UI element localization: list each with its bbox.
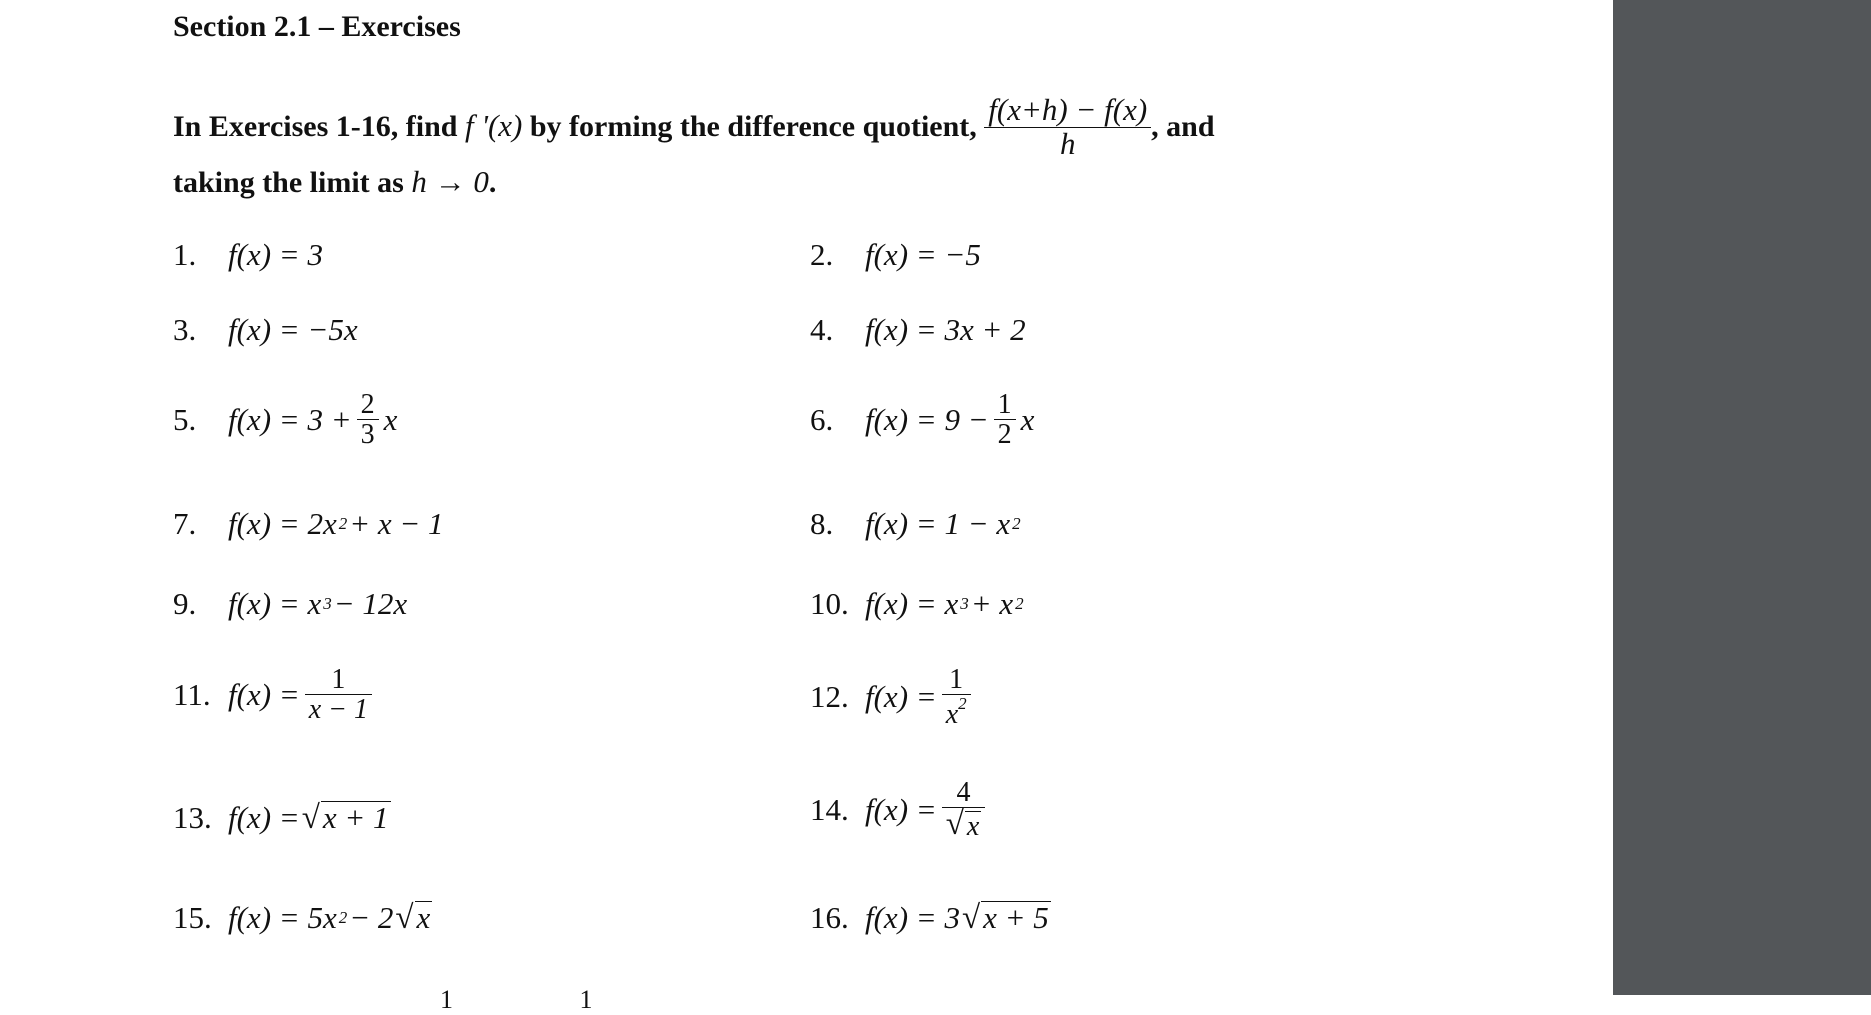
exercise-7 — [173, 506, 444, 542]
instruction-line-1 — [173, 92, 1215, 162]
exercise-expression: f(x) = −5 — [865, 237, 981, 272]
exercise-number: 12. — [810, 679, 849, 715]
exercise-number: 14. — [810, 791, 849, 827]
expression-part: + x — [970, 586, 1014, 621]
exercise-6 — [810, 390, 1034, 450]
exponent: 3 — [960, 594, 969, 613]
expression-rhs: x — [383, 401, 398, 437]
expression-part: f(x) = 1 − x — [865, 506, 1011, 541]
instruction-line-2 — [173, 164, 496, 200]
square-root — [946, 808, 982, 841]
exercise-5 — [173, 390, 397, 450]
quotient-numerator: f(x+h) − f(x) — [988, 92, 1148, 127]
expression-lhs: f(x) = — [865, 679, 937, 715]
fraction-numerator: 1 — [331, 664, 346, 695]
exercise-9 — [173, 586, 407, 622]
exercise-3 — [173, 312, 358, 348]
quotient-denominator: h — [984, 127, 1151, 161]
radical-sign: √ — [945, 806, 964, 843]
exercise-expression — [228, 390, 397, 450]
exercise-expression — [228, 665, 375, 725]
cutoff-text: 1 1 — [440, 985, 653, 1014]
exercise-number: 15. — [173, 900, 212, 935]
expression-lhs: f(x) = — [865, 791, 937, 827]
exercise-number: 7. — [173, 506, 197, 541]
fraction — [942, 665, 971, 730]
exercise-expression — [865, 665, 974, 730]
section-title: Section 2.1 – Exercises — [173, 10, 461, 43]
fraction-numerator: 1 — [997, 389, 1012, 420]
exercise-8 — [810, 506, 1021, 542]
exercise-expression: f(x) = 3 — [228, 237, 323, 272]
exercise-10 — [810, 586, 1024, 622]
exercise-1 — [173, 237, 323, 273]
radicand: x + 1 — [322, 800, 389, 836]
exercise-expression — [228, 900, 432, 936]
exercise-number: 9. — [173, 586, 197, 621]
exercise-14 — [810, 778, 988, 841]
expression-part: f(x) = x — [228, 586, 322, 621]
square-root — [302, 801, 391, 835]
exercise-11 — [173, 665, 375, 725]
square-root — [962, 901, 1051, 935]
square-root — [395, 901, 432, 935]
exercise-number: 16. — [810, 900, 849, 935]
fraction-numerator: 4 — [956, 777, 971, 808]
limit-expression: h → 0 — [411, 164, 489, 199]
expression-lhs: f(x) = 3 + — [228, 401, 352, 437]
exponent: 2 — [1012, 514, 1021, 533]
exercise-expression: f(x) = −5x — [228, 312, 358, 347]
exercise-number: 13. — [173, 800, 212, 835]
expression-lhs: f(x) = 3 — [865, 900, 960, 935]
viewer-background-panel — [1613, 0, 1871, 995]
fraction — [357, 390, 379, 450]
exercise-expression — [228, 586, 407, 622]
radicand: x — [416, 900, 431, 936]
exercise-number: 6. — [810, 401, 834, 437]
exercise-4 — [810, 312, 1026, 348]
exercise-number: 8. — [810, 506, 834, 541]
instruction-text: . — [488, 166, 497, 199]
expression-part: f(x) = 2x — [228, 506, 337, 541]
exponent: 2 — [338, 908, 348, 927]
exercise-expression — [865, 900, 1051, 936]
expression-part: − 2 — [349, 900, 394, 935]
radicand: x + 5 — [983, 900, 1049, 936]
fraction — [942, 778, 986, 841]
expression-lhs: f(x) = 9 − — [865, 401, 989, 437]
expression-rhs: x — [1020, 401, 1035, 437]
exercise-number: 3. — [173, 312, 197, 347]
fraction-denominator — [942, 694, 971, 729]
exercise-number: 10. — [810, 586, 849, 621]
exponent: 3 — [323, 594, 332, 613]
instruction-text: In Exercises 1-16, find — [173, 109, 458, 143]
exercise-expression — [865, 586, 1024, 622]
exercise-12 — [810, 665, 974, 730]
exercise-expression: f(x) = 3x + 2 — [865, 312, 1026, 347]
exponent: 2 — [1015, 594, 1024, 613]
radicand: x — [966, 811, 980, 842]
radical-sign: √ — [961, 899, 981, 936]
exercise-expression — [865, 390, 1034, 450]
exercise-expression — [865, 778, 988, 841]
exercise-expression — [228, 506, 444, 542]
fraction — [994, 390, 1016, 450]
exercise-expression — [228, 800, 391, 836]
fraction-numerator: 2 — [360, 389, 375, 420]
exercise-2 — [810, 237, 981, 273]
radical-sign: √ — [395, 899, 414, 936]
exercise-number: 4. — [810, 312, 834, 347]
exercise-number: 11. — [173, 676, 211, 712]
exercise-15 — [173, 900, 432, 936]
fraction — [305, 665, 372, 725]
expression-lhs: f(x) = — [228, 800, 300, 835]
f-prime-expression: f '(x) — [464, 107, 523, 143]
fraction-denominator: x − 1 — [305, 694, 372, 724]
denominator-base: x — [945, 699, 959, 731]
exercise-16 — [810, 900, 1051, 936]
exercise-expression — [865, 506, 1021, 542]
expression-part: − 12x — [333, 586, 408, 621]
expression-part: + x − 1 — [349, 506, 444, 541]
instruction-text: taking the limit as — [173, 166, 404, 199]
fraction-denominator: 3 — [357, 419, 379, 449]
expression-part: f(x) = 5x — [228, 900, 337, 935]
exponent: 2 — [958, 694, 967, 714]
exponent: 2 — [338, 514, 348, 533]
exercise-number: 5. — [173, 401, 197, 437]
exercise-number: 2. — [810, 237, 834, 272]
instruction-text: , and — [1151, 109, 1215, 143]
fraction-denominator — [942, 807, 986, 841]
exercise-13 — [173, 800, 391, 836]
expression-lhs: f(x) = — [228, 676, 300, 712]
instruction-text: by forming the difference quotient, — [529, 109, 977, 143]
difference-quotient — [984, 94, 1151, 160]
fraction-denominator: 2 — [994, 419, 1016, 449]
fraction-numerator: 1 — [949, 664, 964, 695]
exercise-number: 1. — [173, 237, 197, 272]
expression-part: f(x) = x — [865, 586, 959, 621]
radical-sign: √ — [301, 799, 320, 836]
